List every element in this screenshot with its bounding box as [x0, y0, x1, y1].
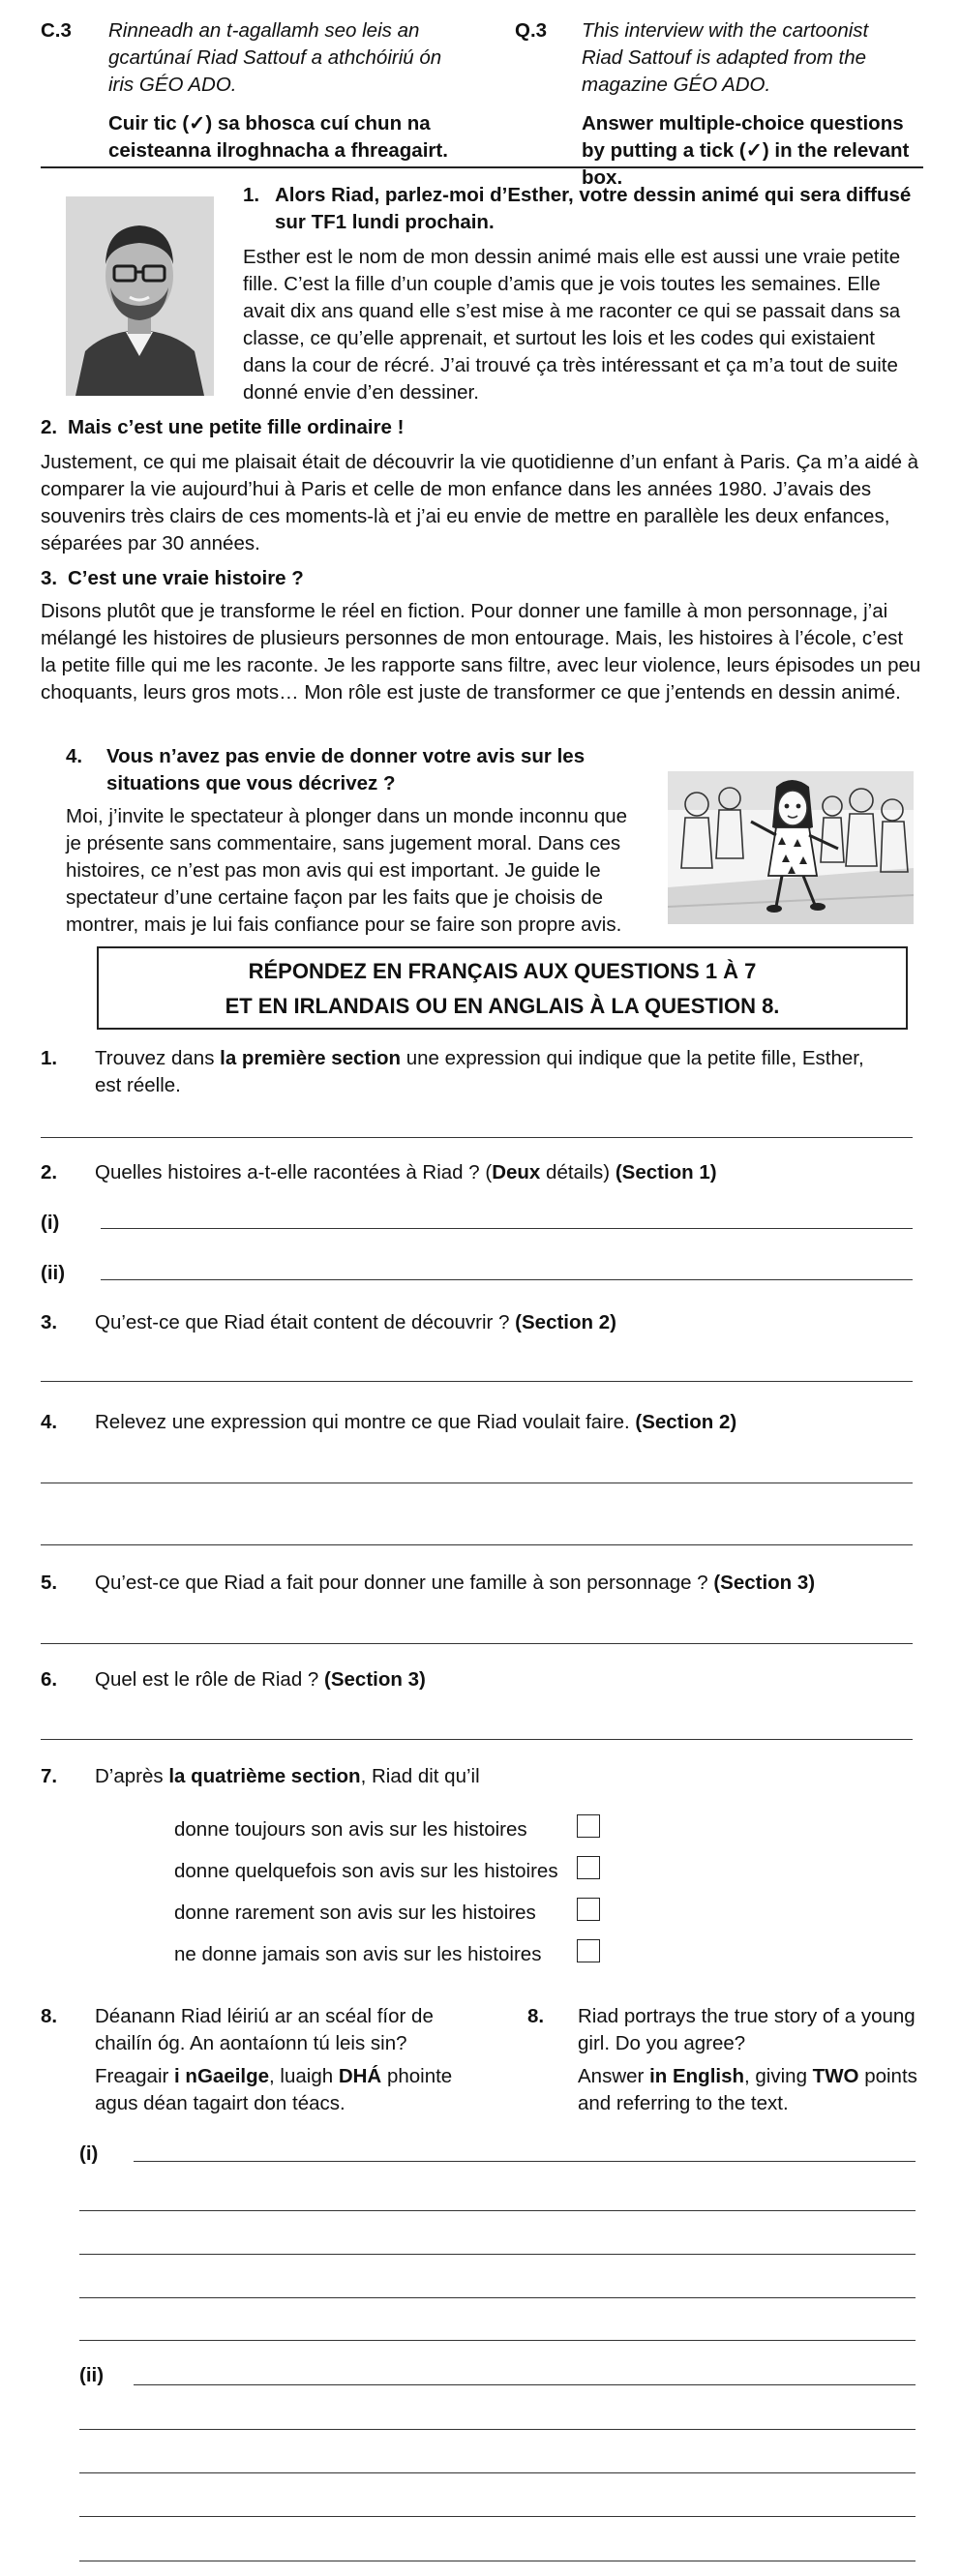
instructions-banner [97, 946, 908, 1030]
cartoon-illustration [668, 771, 914, 924]
q1-text-b: la première section [220, 1047, 402, 1069]
q5-number: 5. [41, 1572, 58, 1594]
q3-section-ref: (Section 2) [515, 1311, 616, 1333]
q6-text-main: Quel est le rôle de Riad ? [95, 1668, 325, 1691]
q8-left-inst-c: , luaigh [269, 2065, 339, 2087]
section-4-heading: Vous n’avez pas envie de donner votre avis sur les situations que vous décrivez ? [106, 745, 586, 794]
section-1-heading: Alors Riad, parlez-moi d’Esther, votre dessin animé qui sera diffusé sur TF1 lundi prochain. [275, 184, 912, 233]
q8-right-inst-b: in English [649, 2065, 745, 2087]
q1-text-a: Trouvez dans [95, 1047, 221, 1069]
q8-left-question: Déanann Riad léiriú ar an scéal fíor de chailín óg. An aontaíonn tú leis sin? [95, 2005, 434, 2054]
q4-number: 4. [41, 1411, 58, 1433]
q8-right-instruction [578, 2063, 938, 2117]
q8-right-question: Riad portrays the true story of a young girl. Do you agree? [578, 2005, 916, 2054]
section-4-body: Moi, j’invite le spectateur à plonger dans un monde inconnu que je présente sans commentaire, sans jugement moral. Dans ces histoires, ce n’est pas mon avis qui est important. Je guide le spectateur d’une certaine façon par les faits que je choisis de montrer, mais je lui fais confiance pour se faire son propre avis. [66, 805, 628, 936]
q8-part-ii: (ii) [79, 2364, 105, 2386]
left-instruction-irish: Cuir tic (✓) sa bhosca cuí chun na ceisteanna ilroghnacha a fhreagairt. [108, 112, 448, 162]
right-intro-english: This interview with the cartoonist Riad Sattouf is adapted from the magazine GÉO ADO. [582, 19, 869, 96]
q8-i-answer-line-1[interactable] [134, 2161, 916, 2162]
q8-i-answer-line-3[interactable] [79, 2254, 916, 2255]
q7-option-3: donne rarement son avis sur les histoires [174, 1902, 536, 1924]
right-question-code: Q.3 [515, 19, 548, 42]
q7-number: 7. [41, 1765, 58, 1787]
header-divider [41, 166, 923, 168]
q4-text-main: Relevez une expression qui montre ce que Riad voulait faire. [95, 1411, 636, 1433]
section-2-number: 2. [41, 416, 58, 438]
q8-i-answer-line-5[interactable] [79, 2340, 916, 2341]
section-1-body: Esther est le nom de mon dessin animé mais elle est aussi une vraie petite fille. C’est la fille d’un couple d’amis que je vois toutes les semaines. Elle avait dix ans quand elle s’est mise à me raconter ce qui se passait dans sa classe, ce qu’elle apprenait, et surtout les lois et les codes qui existaient dans la cour de récré. J’ai trouvé ça très intéressant et ça m’a tout de suite donné envie d’en dessiner. [243, 246, 901, 404]
q8-ii-answer-line-1[interactable] [134, 2384, 916, 2385]
section-2-heading: Mais c’est une petite fille ordinaire ! [68, 416, 405, 438]
q8-left-inst-b: i nGaeilge [174, 2065, 270, 2087]
right-instruction-english: Answer multiple-choice questions by putting a tick (✓) in the relevant box. [582, 112, 910, 189]
q2-text-c: détails) [540, 1161, 616, 1183]
q7-text [95, 1763, 908, 1790]
q8-ii-answer-line-3[interactable] [79, 2472, 916, 2473]
q5-answer-line[interactable] [41, 1643, 913, 1644]
q2-part-ii: (ii) [41, 1262, 66, 1284]
q8-left-inst-a: Freagair [95, 2065, 175, 2087]
banner-line-2: ET EN IRLANDAIS OU EN ANGLAIS À LA QUESTION 8. [225, 994, 780, 1018]
q6-section-ref: (Section 3) [324, 1668, 426, 1691]
q8-right-inst-c: , giving [744, 2065, 813, 2087]
q2-answer-line-ii[interactable] [101, 1279, 913, 1280]
section-3-number: 3. [41, 567, 58, 589]
section-4-number: 4. [66, 745, 83, 767]
q8-left-inst-d: DHÁ [338, 2065, 382, 2087]
q6-answer-line[interactable] [41, 1739, 913, 1740]
q7-option-2-checkbox[interactable] [577, 1856, 600, 1879]
section-1-number: 1. [243, 184, 260, 206]
q2-text-a: Quelles histoires a-t-elle racontées à Riad ? ( [95, 1161, 493, 1183]
q6-number: 6. [41, 1668, 58, 1691]
q1-text-c: une expression qui indique que la petite fille, Esther, est réelle. [95, 1047, 864, 1096]
q3-text-main: Qu’est-ce que Riad était content de découvrir ? [95, 1311, 516, 1333]
q7-option-3-checkbox[interactable] [577, 1898, 600, 1921]
q7-option-1: donne toujours son avis sur les histoires [174, 1818, 527, 1841]
q4-answer-line-2[interactable] [41, 1544, 913, 1545]
section-3-body: Disons plutôt que je transforme le réel en fiction. Pour donner une famille à mon personnage, j’ai mélangé les histoires de plusieurs personnes de mon entourage. Mais, les histoires à l’école, c’est la petite fille qui me les raconte. Je les rapporte sans filtre, avec leur violence, leurs épisodes un peu choquants, leurs gros mots… Mon rôle est juste de transformer ce que j’entends en dessin animé. [41, 600, 921, 704]
q8-ii-answer-line-4[interactable] [79, 2516, 916, 2517]
q8-left-inst-e: phointe agus déan tagairt don téacs. [95, 2065, 453, 2114]
q7-text-a: D’après [95, 1765, 169, 1787]
q8-right-inst-a: Answer [578, 2065, 650, 2087]
q7-text-c: , Riad dit qu’il [360, 1765, 480, 1787]
q8-left-number: 8. [41, 2005, 58, 2027]
q1-number: 1. [41, 1047, 58, 1069]
q8-i-answer-line-2[interactable] [79, 2210, 916, 2211]
q8-ii-answer-line-2[interactable] [79, 2429, 916, 2430]
q8-right-number: 8. [527, 2005, 545, 2027]
q7-option-2: donne quelquefois son avis sur les histoires [174, 1860, 558, 1882]
left-question-code: C.3 [41, 19, 72, 42]
q8-right-inst-d: TWO [812, 2065, 859, 2087]
q3-number: 3. [41, 1311, 58, 1333]
q3-answer-line[interactable] [41, 1381, 913, 1382]
section-2-body: Justement, ce qui me plaisait était de découvrir la vie quotidienne d’un enfant à Paris. Ça m’a aidé à comparer la vie aujourd’hui à Paris et celle de mon enfance dans les années 1980. J’avais des souvenirs très clairs de ces moments-là et j’ai eu envie de mettre en parallèle les deux enfances, séparées par 30 années. [41, 451, 919, 554]
q7-option-4: ne donne jamais son avis sur les histoires [174, 1943, 542, 1965]
q2-answer-line-i[interactable] [101, 1228, 913, 1229]
q4-section-ref: (Section 2) [635, 1411, 737, 1433]
q7-option-4-checkbox[interactable] [577, 1939, 600, 1962]
q8-right-inst-e: points and referring to the text. [578, 2065, 917, 2114]
q7-option-1-checkbox[interactable] [577, 1814, 600, 1838]
q3-text [95, 1309, 908, 1336]
q1-text [95, 1045, 869, 1099]
q2-text [95, 1159, 908, 1186]
q2-section-ref: (Section 1) [615, 1161, 717, 1183]
q2-number: 2. [41, 1161, 58, 1183]
q8-left-instruction [95, 2063, 463, 2117]
q6-text [95, 1666, 908, 1693]
q5-text [95, 1570, 927, 1597]
q4-text [95, 1409, 908, 1436]
q8-i-answer-line-4[interactable] [79, 2297, 916, 2298]
q8-part-i: (i) [79, 2142, 99, 2165]
q1-answer-line[interactable] [41, 1137, 913, 1138]
cartoonist-photo [66, 196, 214, 396]
q5-section-ref: (Section 3) [713, 1572, 816, 1594]
q7-text-b: la quatrième section [168, 1765, 361, 1787]
section-3-heading: C’est une vraie histoire ? [68, 567, 304, 589]
q2-text-b: Deux [492, 1161, 541, 1183]
left-intro-irish: Rinneadh an t-agallamh seo leis an gcartúnaí Riad Sattouf a athchóiriú ón iris GÉO ADO. [108, 19, 442, 96]
q5-text-main: Qu’est-ce que Riad a fait pour donner une famille à son personnage ? [95, 1572, 714, 1594]
banner-line-1: RÉPONDEZ EN FRANÇAIS AUX QUESTIONS 1 À 7 [248, 959, 757, 983]
q2-part-i: (i) [41, 1212, 60, 1234]
